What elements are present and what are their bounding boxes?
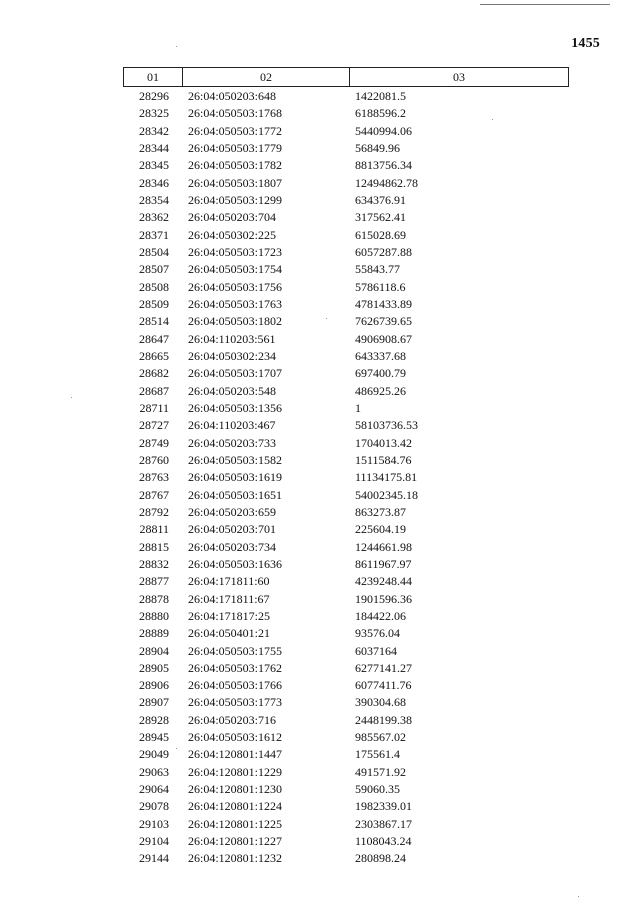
cell-02: 26:04:120801:1225: [188, 816, 283, 831]
table-row: [123, 105, 569, 122]
table-row: [123, 504, 569, 521]
cell-03: 634376.91: [355, 192, 406, 207]
table-row: [123, 556, 569, 573]
cell-01: 28354: [139, 192, 169, 207]
cell-03: 6037164: [355, 643, 397, 658]
cell-02: 26:04:120801:1232: [188, 851, 283, 866]
table-row: [123, 279, 569, 296]
cell-01: 28711: [139, 400, 169, 415]
cell-01: 28767: [139, 487, 169, 502]
cell-01: 28325: [139, 106, 169, 121]
table-row: [123, 573, 569, 590]
table-row: [123, 400, 569, 417]
cell-01: 28514: [139, 314, 169, 329]
table-body: [123, 88, 569, 868]
cell-03: 1: [355, 400, 361, 415]
cell-01: 28792: [139, 504, 169, 519]
cell-02: 26:04:120801:1447: [188, 747, 283, 762]
table-row: [123, 591, 569, 608]
table-row: [123, 331, 569, 348]
cell-03: 5440994.06: [355, 123, 412, 138]
cell-02: 26:04:110203:561: [188, 331, 276, 346]
cell-03: 486925.26: [355, 383, 406, 398]
cell-03: 4239248.44: [355, 574, 412, 589]
cell-02: 26:04:050503:1755: [188, 643, 283, 658]
table-row: [123, 521, 569, 538]
table-row: [123, 261, 569, 278]
cell-02: 26:04:050503:1756: [188, 279, 283, 294]
cell-03: 8611967.97: [355, 556, 412, 571]
cell-01: 28665: [139, 348, 169, 363]
cell-03: 1244661.98: [355, 539, 412, 554]
cell-03: 8813756.34: [355, 158, 412, 173]
cell-03: 4906908.67: [355, 331, 412, 346]
cell-02: 26:04:050401:21: [188, 626, 271, 641]
cell-03: 615028.69: [355, 227, 406, 242]
cell-02: 26:04:110203:467: [188, 418, 276, 433]
scan-speck: [176, 748, 177, 749]
cell-01: 28811: [139, 522, 169, 537]
cell-01: 28877: [139, 574, 169, 589]
cell-02: 26:04:120801:1227: [188, 834, 283, 849]
table-row: [123, 798, 569, 815]
scan-speck: [492, 119, 493, 120]
table-row: [123, 487, 569, 504]
table-row: [123, 296, 569, 313]
cell-01: 28906: [139, 678, 169, 693]
table-row: [123, 694, 569, 711]
cell-02: 26:04:120801:1230: [188, 782, 283, 797]
cell-02: 26:04:050503:1612: [188, 730, 283, 745]
cell-02: 26:04:050302:234: [188, 348, 277, 363]
cell-03: 12494862.78: [355, 175, 418, 190]
table-row: [123, 417, 569, 434]
cell-03: 175561.4: [355, 747, 400, 762]
cell-03: 56849.96: [355, 140, 400, 155]
cell-02: 26:04:050302:225: [188, 227, 277, 242]
cell-01: 29063: [139, 764, 169, 779]
cell-01: 29078: [139, 799, 169, 814]
cell-01: 29144: [139, 851, 169, 866]
scan-speck: [326, 318, 327, 319]
cell-02: 26:04:050503:1782: [188, 158, 283, 173]
cell-01: 28832: [139, 556, 169, 571]
cell-03: 54002345.18: [355, 487, 418, 502]
cell-01: 28760: [139, 452, 169, 467]
table-row: [123, 712, 569, 729]
cell-03: 1422081.5: [355, 89, 406, 103]
cell-02: 26:04:050503:1707: [188, 366, 283, 381]
cell-03: 6277141.27: [355, 660, 412, 675]
table-row: [123, 157, 569, 174]
table-row: [123, 660, 569, 677]
table-row: [123, 123, 569, 140]
cell-03: 6057287.88: [355, 244, 412, 259]
cell-01: 29049: [139, 747, 169, 762]
cell-01: 28344: [139, 140, 169, 155]
cell-02: 26:04:050503:1723: [188, 244, 283, 259]
table-row: [123, 227, 569, 244]
cell-02: 26:04:050503:1763: [188, 296, 283, 311]
table-row: [123, 643, 569, 660]
cell-03: 2448199.38: [355, 712, 412, 727]
cell-03: 225604.19: [355, 522, 406, 537]
table-row: [123, 140, 569, 157]
scan-speck: [578, 896, 579, 897]
cell-03: 93576.04: [355, 626, 400, 641]
cell-03: 1982339.01: [355, 799, 412, 814]
cell-03: 2303867.17: [355, 816, 412, 831]
table-row: [123, 313, 569, 330]
cell-02: 26:04:050503:1754: [188, 262, 283, 277]
table-row: [123, 435, 569, 452]
cell-02: 26:04:120801:1224: [188, 799, 283, 814]
cell-02: 26:04:171817:25: [188, 608, 271, 623]
table-row: [123, 729, 569, 746]
table-row: [123, 746, 569, 763]
cell-01: 28296: [139, 89, 169, 103]
cell-01: 28507: [139, 262, 169, 277]
cell-03: 184422.06: [355, 608, 406, 623]
cell-03: 985567.02: [355, 730, 406, 745]
column-header-01: 01: [124, 68, 183, 86]
cell-02: 26:04:120801:1229: [188, 764, 283, 779]
scan-speck: [71, 397, 72, 398]
cell-01: 28342: [139, 123, 169, 138]
table-row: [123, 677, 569, 694]
cell-02: 26:04:050503:1636: [188, 556, 283, 571]
cell-01: 28889: [139, 626, 169, 641]
cell-02: 26:04:050203:648: [188, 89, 277, 103]
cell-03: 1704013.42: [355, 435, 412, 450]
cell-02: 26:04:050503:1773: [188, 695, 283, 710]
cell-01: 28727: [139, 418, 169, 433]
table-row: [123, 539, 569, 556]
cell-03: 11134175.81: [355, 470, 418, 485]
cell-01: 28362: [139, 210, 169, 225]
cell-02: 26:04:050503:1299: [188, 192, 283, 207]
cell-03: 55843.77: [355, 262, 400, 277]
table-row: [123, 625, 569, 642]
table-row: [123, 608, 569, 625]
cell-01: 28928: [139, 712, 169, 727]
cell-01: 28346: [139, 175, 169, 190]
cell-02: 26:04:050503:1651: [188, 487, 283, 502]
table-row: [123, 850, 569, 867]
table-row: [123, 833, 569, 850]
cell-02: 26:04:050203:716: [188, 712, 277, 727]
cell-01: 28504: [139, 244, 169, 259]
cell-01: 28687: [139, 383, 169, 398]
cell-02: 26:04:050503:1772: [188, 123, 283, 138]
table-row: [123, 816, 569, 833]
cell-01: 28945: [139, 730, 169, 745]
table-row: [123, 175, 569, 192]
page-number: 1455: [571, 36, 600, 51]
top-rule: [480, 4, 610, 5]
cell-02: 26:04:171811:67: [188, 591, 270, 606]
cell-01: 28905: [139, 660, 169, 675]
cell-01: 28763: [139, 470, 169, 485]
cell-03: 280898.24: [355, 851, 406, 866]
table-row: [123, 452, 569, 469]
scan-speck: [176, 46, 177, 47]
table-row: [123, 365, 569, 382]
cell-01: 28880: [139, 608, 169, 623]
cell-01: 28682: [139, 366, 169, 381]
cell-01: 28878: [139, 591, 169, 606]
table-row: [123, 244, 569, 261]
cell-02: 26:04:050503:1807: [188, 175, 283, 190]
cell-02: 26:04:050503:1356: [188, 400, 283, 415]
cell-01: 28509: [139, 296, 169, 311]
cell-01: 29104: [139, 834, 169, 849]
cell-02: 26:04:050503:1762: [188, 660, 283, 675]
cell-02: 26:04:050203:733: [188, 435, 277, 450]
cell-03: 317562.41: [355, 210, 406, 225]
cell-02: 26:04:050203:548: [188, 383, 277, 398]
cell-01: 28907: [139, 695, 169, 710]
cell-03: 1511584.76: [355, 452, 412, 467]
cell-02: 26:04:050503:1779: [188, 140, 283, 155]
cell-03: 863273.87: [355, 504, 406, 519]
cell-02: 26:04:050203:704: [188, 210, 277, 225]
cell-03: 491571.92: [355, 764, 406, 779]
table-header: [123, 67, 569, 87]
cell-03: 7626739.65: [355, 314, 412, 329]
table-row: [123, 383, 569, 400]
table-row: [123, 781, 569, 798]
cell-01: 28371: [139, 227, 169, 242]
cell-02: 26:04:050503:1766: [188, 678, 283, 693]
cell-03: 6077411.76: [355, 678, 412, 693]
cell-02: 26:04:050203:701: [188, 522, 277, 537]
cell-03: 59060.35: [355, 782, 400, 797]
cell-03: 1901596.36: [355, 591, 412, 606]
cell-02: 26:04:050203:659: [188, 504, 277, 519]
table-row: [123, 88, 569, 105]
cell-01: 29064: [139, 782, 169, 797]
cell-02: 26:04:050503:1582: [188, 452, 283, 467]
cell-03: 5786118.6: [355, 279, 406, 294]
table-row: [123, 192, 569, 209]
cell-01: 29103: [139, 816, 169, 831]
column-header-02: 02: [183, 68, 350, 86]
cell-01: 28647: [139, 331, 169, 346]
cell-02: 26:04:050503:1619: [188, 470, 283, 485]
cell-03: 1108043.24: [355, 834, 412, 849]
cell-01: 28345: [139, 158, 169, 173]
table-row: [123, 764, 569, 781]
cell-03: 6188596.2: [355, 106, 406, 121]
cell-02: 26:04:171811:60: [188, 574, 270, 589]
cell-03: 643337.68: [355, 348, 406, 363]
cell-03: 4781433.89: [355, 296, 412, 311]
cell-02: 26:04:050203:734: [188, 539, 277, 554]
cell-03: 390304.68: [355, 695, 406, 710]
cell-01: 28508: [139, 279, 169, 294]
cell-02: 26:04:050503:1768: [188, 106, 283, 121]
cell-03: 697400.79: [355, 366, 406, 381]
cell-01: 28815: [139, 539, 169, 554]
table-row: [123, 348, 569, 365]
table-row: [123, 209, 569, 226]
cell-02: 26:04:050503:1802: [188, 314, 283, 329]
cell-01: 28904: [139, 643, 169, 658]
cell-01: 28749: [139, 435, 169, 450]
column-header-03: 03: [453, 70, 465, 84]
table-row: [123, 469, 569, 486]
cell-03: 58103736.53: [355, 418, 418, 433]
